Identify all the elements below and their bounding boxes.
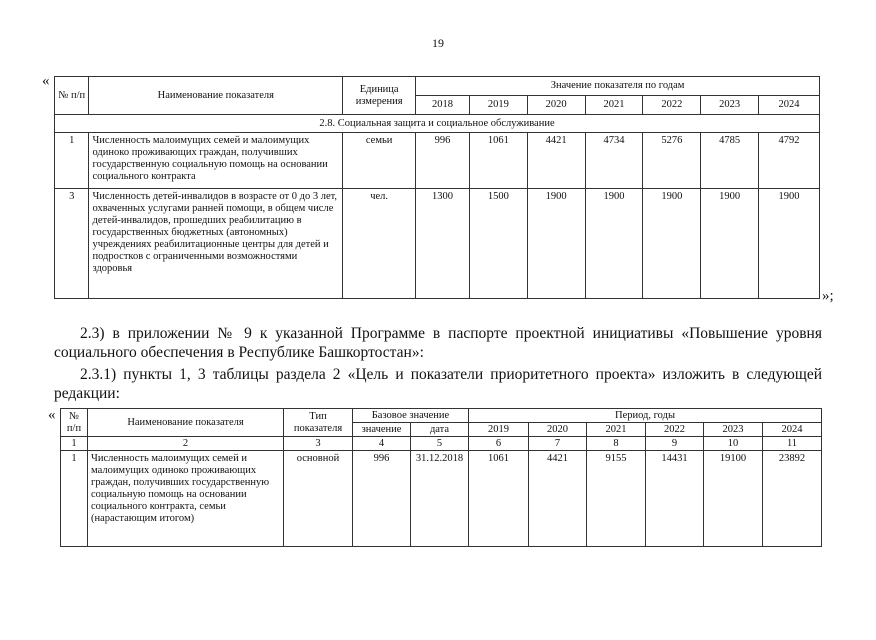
row-value: 23892 — [763, 451, 822, 547]
row-unit: чел. — [343, 189, 416, 299]
header-base-value: значение — [353, 423, 411, 437]
row-unit: семьи — [343, 133, 416, 189]
row-value: 1900 — [759, 189, 820, 299]
header-base: Базовое значение — [353, 409, 469, 423]
header-values-by-year: Значение показателя по годам — [416, 77, 820, 96]
row-value: 4792 — [759, 133, 820, 189]
row-type: основной — [284, 451, 353, 547]
row-value: 996 — [416, 133, 470, 189]
row-value: 1500 — [469, 189, 527, 299]
header-type: Тип показателя — [284, 409, 353, 437]
row-num: 3 — [55, 189, 89, 299]
column-number: 11 — [763, 437, 822, 451]
column-number: 2 — [88, 437, 284, 451]
header-year: 2019 — [469, 96, 527, 115]
row-name: Численность малоимущих семей и малоимущих одиноко проживающих граждан, получивших государственную социальную помощь на основании социального контракта — [89, 133, 343, 189]
paragraph-2-3: 2.3) в приложении № 9 к указанной Программе в паспорте проектной инициативы «Повышение уровня социального обеспечения в Республике Башкортостан»: — [54, 325, 822, 361]
header-name: Наименование показателя — [88, 409, 284, 437]
row-num: 1 — [61, 451, 88, 547]
row-value: 4785 — [701, 133, 759, 189]
row-value: 1900 — [527, 189, 585, 299]
indicators-table-1 — [54, 76, 820, 299]
row-value: 4421 — [529, 451, 587, 547]
section-title: 2.8. Социальная защита и социальное обслуживание — [55, 115, 820, 133]
column-number: 8 — [587, 437, 646, 451]
header-year: 2020 — [527, 96, 585, 115]
column-number: 6 — [469, 437, 529, 451]
table-row — [55, 133, 820, 189]
row-value: 14431 — [646, 451, 704, 547]
row-value: 1300 — [416, 189, 470, 299]
column-number: 5 — [411, 437, 469, 451]
header-unit: Единица измерения — [343, 77, 416, 115]
header-year: 2021 — [585, 96, 643, 115]
row-base-value: 996 — [353, 451, 411, 547]
row-value: 5276 — [643, 133, 701, 189]
column-number-row — [61, 437, 822, 451]
column-number: 3 — [284, 437, 353, 451]
header-period: Период, годы — [469, 409, 822, 423]
header-base-date: дата — [411, 423, 469, 437]
row-base-date: 31.12.2018 — [411, 451, 469, 547]
row-name: Численность детей-инвалидов в возрасте от 0 до 3 лет, охваченных услугами ранней помощи, в общем числе детей-инвалидов, прошедших реабилитацию в государственных бюджетных (автономных) учреждениях реабилитационные центры для детей и подростков с ограниченными возможностями здоровья — [89, 189, 343, 299]
table-row — [55, 189, 820, 299]
row-num: 1 — [55, 133, 89, 189]
row-value: 1061 — [469, 451, 529, 547]
header-year: 2023 — [701, 96, 759, 115]
header-year: 2022 — [646, 423, 704, 437]
header-year: 2024 — [763, 423, 822, 437]
row-value: 1061 — [469, 133, 527, 189]
header-year: 2018 — [416, 96, 470, 115]
open-quote-1: « — [42, 73, 50, 89]
indicators-table-2 — [60, 408, 822, 547]
table-row — [61, 451, 822, 547]
paragraph-2-3-1: 2.3.1) пункты 1, 3 таблицы раздела 2 «Цель и показатели приоритетного проекта» изложить в следующей редакции: — [54, 366, 822, 402]
row-value: 4421 — [527, 133, 585, 189]
closing-quote: »; — [822, 288, 834, 304]
row-value: 1900 — [585, 189, 643, 299]
row-name: Численность малоимущих семей и малоимущих одиноко проживающих граждан, получивших государственную социальную помощь на основании социального контракта, семьи (нарастающим итогом) — [88, 451, 284, 547]
row-value: 9155 — [587, 451, 646, 547]
page-number: 19 — [432, 36, 444, 50]
row-value: 1900 — [643, 189, 701, 299]
header-year: 2021 — [587, 423, 646, 437]
header-name: Наименование показателя — [89, 77, 343, 115]
column-number: 7 — [529, 437, 587, 451]
row-value: 19100 — [704, 451, 763, 547]
column-number: 4 — [353, 437, 411, 451]
row-value: 1900 — [701, 189, 759, 299]
column-number: 1 — [61, 437, 88, 451]
header-num: № п/п — [55, 77, 89, 115]
header-year: 2022 — [643, 96, 701, 115]
column-number: 10 — [704, 437, 763, 451]
header-num: № п/п — [61, 409, 88, 437]
header-year: 2023 — [704, 423, 763, 437]
header-year: 2019 — [469, 423, 529, 437]
open-quote-2: « — [48, 407, 56, 423]
header-year: 2020 — [529, 423, 587, 437]
header-year: 2024 — [759, 96, 820, 115]
column-number: 9 — [646, 437, 704, 451]
row-value: 4734 — [585, 133, 643, 189]
